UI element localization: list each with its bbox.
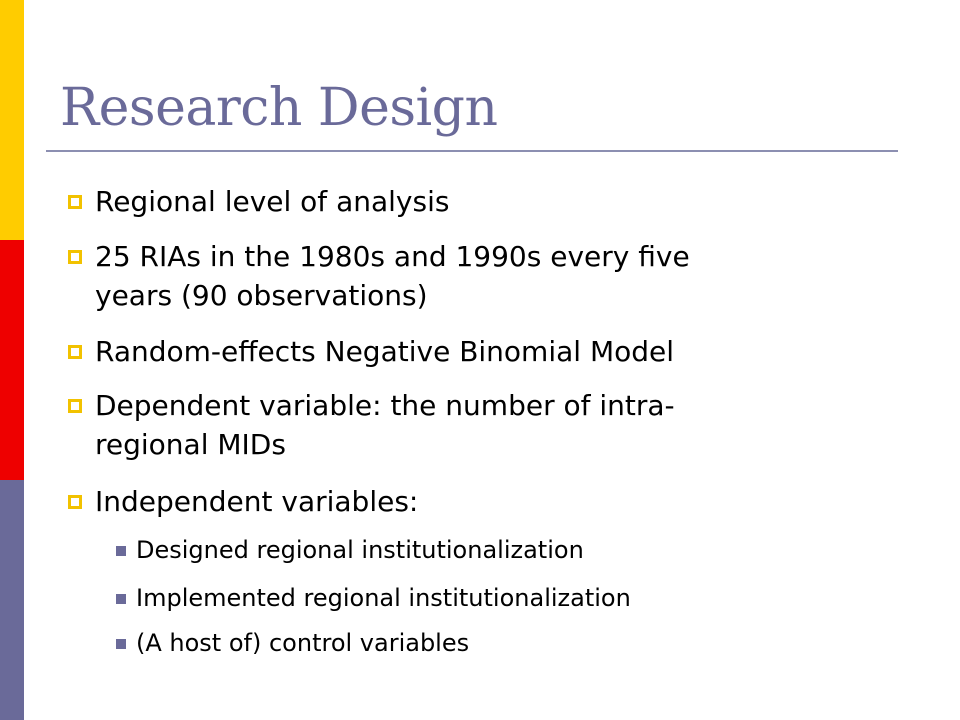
square-bullet-icon [68, 195, 82, 209]
bullet-text: Regional level of analysis [95, 185, 450, 218]
bullet-text: regional MIDs [95, 428, 286, 461]
bullet-text: Independent variables: [95, 485, 419, 518]
square-bullet-icon [68, 345, 82, 359]
sub-bullet-text: Designed regional institutionalization [136, 536, 584, 564]
square-bullet-icon [68, 495, 82, 509]
title-divider [46, 150, 898, 152]
bullet-text: 25 RIAs in the 1980s and 1990s every five [95, 240, 690, 273]
bullet-text: Random-effects Negative Binomial Model [95, 335, 675, 368]
accent-stripe-red [0, 240, 24, 480]
accent-stripe-purple [0, 480, 24, 720]
slide-title: Research Design [60, 78, 498, 138]
bullet-text: years (90 observations) [95, 279, 428, 312]
sub-bullet-text: Implemented regional institutionalization [136, 584, 631, 612]
sub-bullet-square-icon [116, 546, 126, 556]
square-bullet-icon [68, 399, 82, 413]
bullet-text: Dependent variable: the number of intra- [95, 389, 675, 422]
square-bullet-icon [68, 250, 82, 264]
sub-bullet-square-icon [116, 639, 126, 649]
accent-stripe-yellow [0, 0, 24, 240]
sub-bullet-square-icon [116, 594, 126, 604]
sub-bullet-text: (A host of) control variables [136, 629, 470, 657]
